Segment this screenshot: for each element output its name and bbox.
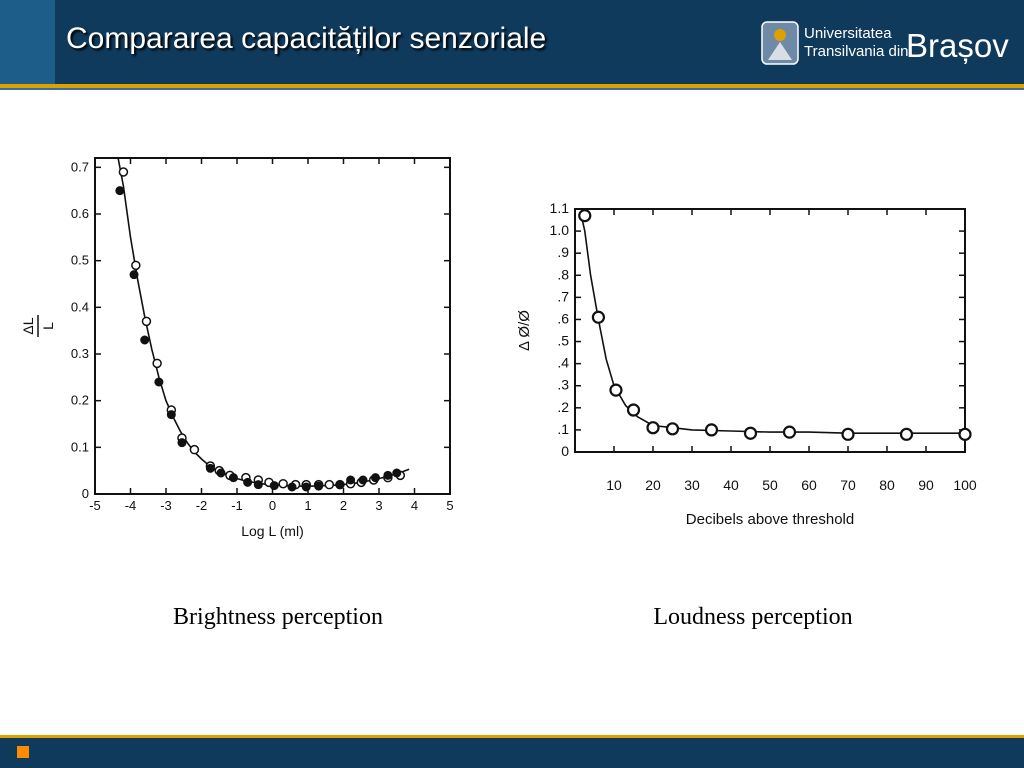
data-point-filled <box>270 482 278 490</box>
data-point-open <box>279 480 287 488</box>
data-point-filled <box>229 474 237 482</box>
data-point-open <box>142 317 150 325</box>
loudness-chart <box>515 195 985 535</box>
data-point-open <box>706 424 717 435</box>
y-tick-label: 0.1 <box>70 439 89 455</box>
data-point-open <box>593 312 604 323</box>
data-point-filled <box>359 476 367 484</box>
y-tick-label: 0.6 <box>70 206 89 221</box>
brightness-chart <box>20 150 460 550</box>
y-tick-label: 0.4 <box>70 299 89 315</box>
data-point-filled <box>347 476 355 484</box>
data-point-filled <box>336 481 344 489</box>
x-tick-label: 70 <box>840 477 856 493</box>
data-point-filled <box>130 271 138 279</box>
data-point-open <box>843 429 854 440</box>
x-tick-label: 100 <box>953 477 977 493</box>
y-tick-label: 0 <box>81 486 89 501</box>
data-point-open <box>325 481 333 489</box>
x-tick-label: 40 <box>723 477 739 493</box>
data-point-filled <box>116 187 124 195</box>
data-point-filled <box>244 478 252 486</box>
logo-line2: Transilvania din <box>804 43 909 60</box>
data-point-filled <box>393 469 401 477</box>
x-tick-label: 0 <box>268 498 277 513</box>
data-point-open <box>745 428 756 439</box>
header-accent-block <box>0 0 55 84</box>
x-tick-label: -4 <box>124 498 137 513</box>
y-axis-label <box>20 315 56 337</box>
data-point-filled <box>288 483 296 491</box>
logo-line1: Universitatea <box>804 25 892 42</box>
data-point-filled <box>206 464 214 472</box>
data-point-open <box>153 359 161 367</box>
data-point-filled <box>217 469 225 477</box>
brightness-caption: Brightness perception <box>173 604 383 630</box>
y-tick-label: 0.7 <box>70 159 89 175</box>
plot-frame <box>95 158 450 494</box>
x-tick-label: 5 <box>446 498 454 513</box>
data-point-open <box>119 168 127 176</box>
data-point-filled <box>167 411 175 419</box>
data-point-filled <box>141 336 149 344</box>
y-axis-label-denominator: L <box>40 322 56 330</box>
y-tick-label: 0 <box>561 443 569 459</box>
x-tick-label: -2 <box>195 498 208 513</box>
logo-city: Brașov <box>906 27 1009 64</box>
data-point-filled <box>371 474 379 482</box>
x-tick-label: 20 <box>645 477 661 493</box>
x-axis-label: Decibels above threshold <box>685 511 855 528</box>
slide-footer <box>0 738 1024 768</box>
data-point-open <box>628 405 639 416</box>
loudness-caption: Loudness perception <box>653 604 853 630</box>
y-tick-label: .9 <box>557 244 569 261</box>
y-tick-label: .4 <box>557 354 569 371</box>
y-tick-label: 0.2 <box>70 392 89 408</box>
x-tick-label: 30 <box>684 477 700 493</box>
data-point-filled <box>302 483 310 491</box>
x-tick-label: 50 <box>762 477 778 493</box>
data-point-open <box>784 427 795 438</box>
data-point-open <box>960 429 971 440</box>
header-divider-secondary <box>0 88 1024 90</box>
y-axis-label: Δ Ø/Ø <box>516 310 533 351</box>
data-point-open <box>132 261 140 269</box>
x-tick-label: -1 <box>231 498 243 513</box>
data-point-filled <box>384 471 392 479</box>
footer-square-icon <box>17 746 29 758</box>
x-tick-label: 60 <box>801 477 817 493</box>
y-tick-label: .6 <box>557 310 569 327</box>
slide-header <box>0 0 1024 84</box>
data-point-filled <box>315 482 323 490</box>
y-tick-label: 1.1 <box>549 200 569 216</box>
x-tick-label: 1 <box>304 498 312 513</box>
data-point-open <box>648 422 659 433</box>
y-tick-label: 0.5 <box>70 252 89 268</box>
y-axis-label-numerator: ΔL <box>20 317 36 335</box>
y-tick-label: .1 <box>557 420 569 437</box>
y-tick-label: .3 <box>557 376 569 393</box>
data-point-open <box>190 446 198 454</box>
x-tick-label: -3 <box>160 498 172 513</box>
y-tick-label: .5 <box>557 332 569 349</box>
x-axis-label: Log L (ml) <box>241 523 304 539</box>
y-tick-label: .7 <box>557 288 569 305</box>
y-tick-label: 0.3 <box>70 346 89 361</box>
x-tick-label: 10 <box>606 477 622 493</box>
x-tick-label: 2 <box>339 498 348 513</box>
x-tick-label: 90 <box>918 477 934 493</box>
data-point-open <box>667 423 678 434</box>
data-point-open <box>579 210 590 221</box>
data-point-filled <box>178 439 186 447</box>
x-tick-label: 4 <box>410 498 419 513</box>
y-tick-label: 1.0 <box>549 222 569 239</box>
x-tick-label: 80 <box>879 477 895 493</box>
x-tick-label: -5 <box>89 498 101 513</box>
data-point-open <box>610 385 621 396</box>
y-tick-label: .2 <box>557 398 569 415</box>
university-crest-icon <box>762 22 798 64</box>
fit-curve <box>118 158 409 486</box>
data-point-open <box>901 429 912 440</box>
slide-title: Compararea capacităților senzoriale <box>66 22 547 55</box>
university-logo <box>756 16 1018 70</box>
y-tick-label: .8 <box>557 266 569 283</box>
data-point-filled <box>254 481 262 489</box>
data-point-filled <box>155 378 163 386</box>
x-tick-label: 3 <box>375 498 383 513</box>
fit-curve <box>581 213 965 433</box>
